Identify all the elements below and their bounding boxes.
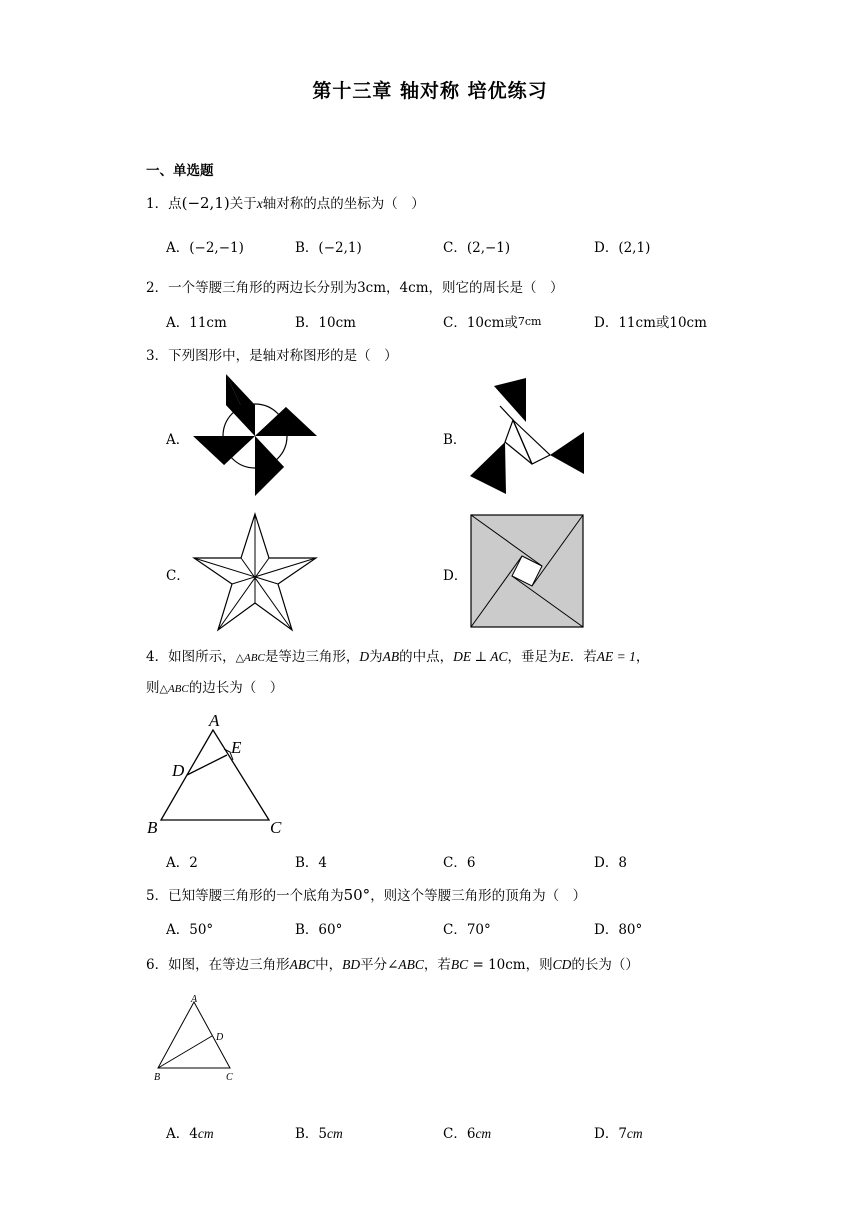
label-d: D	[172, 761, 185, 780]
option-value: 11cm或10cm	[618, 315, 707, 331]
question-text: 是等边三角形，	[264, 649, 360, 665]
option-label: C．	[443, 922, 467, 938]
option-value: 70°	[466, 922, 491, 938]
option-value: 6	[466, 855, 476, 871]
question-text: ，垂足为	[507, 649, 562, 665]
option-value: 2	[189, 855, 198, 871]
option-label: C．	[443, 240, 467, 256]
option-c[interactable]	[443, 918, 491, 938]
option-b[interactable]	[295, 311, 356, 331]
option-value: 6	[466, 1126, 476, 1142]
question-number: 5．	[146, 888, 169, 904]
math-var: AB	[382, 649, 400, 664]
question-text: ，则	[525, 957, 553, 973]
question-text: 如图，在等边三角形	[168, 957, 290, 973]
question-3	[146, 344, 398, 364]
question-text: 下列图形中，是轴对称图形的是（ ）	[168, 348, 398, 364]
option-value: 4	[318, 855, 328, 871]
option-unit: cm	[327, 1126, 343, 1141]
question-text: 一个等腰三角形的两边长分别为3cm，4cm，则它的周长是（ ）	[168, 280, 564, 296]
question-text: 轴对称的点的坐标为（ ）	[262, 196, 425, 212]
question-4	[146, 642, 736, 704]
triangle-flags-figure	[470, 378, 588, 496]
option-b[interactable]	[295, 1122, 343, 1142]
question-text: ，若	[423, 957, 451, 973]
math-triangle: △ABC	[235, 652, 265, 664]
math-var: E	[561, 649, 570, 664]
question-text: 点	[168, 196, 182, 212]
math-var: ABC	[289, 957, 316, 972]
label-e: E	[231, 738, 242, 757]
option-label: D．	[594, 240, 619, 256]
question-text: ．若	[569, 649, 597, 665]
option-d[interactable]	[443, 564, 467, 584]
option-value: 5	[318, 1126, 328, 1142]
option-value: (−2,1)	[318, 240, 362, 256]
option-c[interactable]	[443, 311, 541, 331]
option-label: B．	[295, 922, 319, 938]
math-point: (−2,1)	[181, 194, 230, 212]
option-value: (2,−1)	[466, 240, 511, 256]
option-value: 10cm	[318, 315, 356, 331]
option-a[interactable]	[166, 851, 198, 871]
option-d[interactable]	[594, 1122, 643, 1142]
option-label: A．	[166, 432, 190, 448]
option-value-extra: 7cm	[517, 315, 542, 328]
math-angle: 50°	[343, 886, 371, 904]
math-triangle: △ABC	[159, 683, 189, 695]
option-unit: cm	[197, 1126, 214, 1141]
star-figure	[192, 514, 318, 632]
option-label: A．	[166, 240, 190, 256]
option-c[interactable]	[443, 1122, 491, 1142]
question-number: 2．	[146, 280, 169, 296]
option-label: D．	[594, 922, 619, 938]
page-title: 第十三章 轴对称 培优练习	[312, 80, 548, 102]
square-pinwheel-figure	[471, 515, 583, 627]
label-b: B	[154, 1072, 161, 1083]
math-var: D	[359, 649, 370, 664]
question-6	[146, 953, 639, 973]
option-label: C．	[443, 315, 467, 331]
label-d: D	[216, 1032, 224, 1043]
option-a[interactable]	[166, 1122, 214, 1142]
option-label: A．	[166, 1126, 190, 1142]
option-c[interactable]	[166, 564, 190, 584]
math-expr: AE = 1	[596, 649, 636, 664]
question-number: 4．	[146, 649, 169, 665]
option-label: B．	[443, 432, 467, 448]
question-text: 平分	[360, 957, 388, 973]
option-a[interactable]	[166, 236, 244, 256]
label-a: A	[209, 711, 220, 730]
option-d[interactable]	[594, 311, 707, 331]
question-5	[146, 884, 586, 904]
option-label: C．	[166, 568, 190, 584]
label-b: B	[147, 818, 158, 837]
option-a[interactable]	[166, 311, 227, 331]
question-text: 的边长为（ ）	[188, 680, 284, 696]
option-a[interactable]	[166, 918, 213, 938]
option-unit: cm	[626, 1126, 643, 1141]
option-label: B．	[295, 855, 319, 871]
question-2	[146, 276, 564, 296]
option-value: 4	[189, 1126, 198, 1142]
question-number: 3．	[146, 348, 169, 364]
option-value: 60°	[318, 922, 343, 938]
option-value: 80°	[618, 922, 643, 938]
option-d[interactable]	[594, 236, 650, 256]
math-expr: DE ⊥ AC	[453, 649, 508, 664]
question-text: 的长为（）	[571, 957, 639, 973]
label-c: C	[270, 818, 282, 837]
math-angle: ∠ABC	[387, 957, 424, 972]
option-value: 8	[618, 855, 627, 871]
option-value: (−2,−1)	[189, 240, 244, 256]
option-value: 10cm或	[466, 315, 518, 331]
option-value: 50°	[189, 922, 214, 938]
question-text: 关于	[229, 196, 257, 212]
question-number: 6．	[146, 957, 169, 973]
option-b[interactable]	[295, 236, 362, 256]
option-label: D．	[594, 1126, 619, 1142]
option-value: 7	[618, 1126, 627, 1142]
label-a: A	[191, 994, 198, 1005]
option-label: D．	[594, 315, 619, 331]
option-value: (2,1)	[618, 240, 651, 256]
question-text: ，	[635, 649, 650, 665]
question-text: 为	[369, 649, 383, 665]
option-d[interactable]	[594, 918, 642, 938]
math-expr: = 10cm	[468, 957, 526, 973]
option-b[interactable]	[443, 428, 466, 448]
option-label: D．	[594, 855, 619, 871]
option-b[interactable]	[295, 851, 327, 871]
option-label: B．	[295, 240, 319, 256]
option-label: C．	[443, 855, 467, 871]
math-var: CD	[552, 957, 572, 972]
question-text: 中，	[315, 957, 343, 973]
option-unit: cm	[475, 1126, 492, 1141]
question-text: 的中点，	[399, 649, 454, 665]
question-text: 如图所示，	[168, 649, 236, 665]
option-label: C．	[443, 1126, 467, 1142]
option-value: 11cm	[189, 315, 227, 331]
label-c: C	[226, 1072, 233, 1083]
option-c[interactable]	[443, 236, 510, 256]
section-heading: 一、单选题	[146, 163, 214, 179]
math-var: x	[256, 196, 263, 211]
math-var: BD	[342, 957, 361, 972]
question-text: 则	[146, 680, 160, 696]
option-label: D．	[443, 568, 468, 584]
triangle-abc-figure	[145, 710, 295, 838]
pinwheel-figure	[192, 374, 318, 498]
question-1	[146, 192, 425, 212]
triangle-abd-figure	[150, 992, 250, 1086]
option-d[interactable]	[594, 851, 627, 871]
option-label: B．	[295, 315, 319, 331]
option-a[interactable]	[166, 428, 189, 448]
option-c[interactable]	[443, 851, 475, 871]
option-label: A．	[166, 922, 190, 938]
question-text: 已知等腰三角形的一个底角为	[168, 888, 344, 904]
math-var: BC	[450, 957, 469, 972]
question-text: ，则这个等腰三角形的顶角为（ ）	[370, 888, 587, 904]
option-b[interactable]	[295, 918, 342, 938]
option-label: A．	[166, 315, 190, 331]
option-label: B．	[295, 1126, 319, 1142]
question-number: 1．	[146, 196, 169, 212]
option-label: A．	[166, 855, 190, 871]
